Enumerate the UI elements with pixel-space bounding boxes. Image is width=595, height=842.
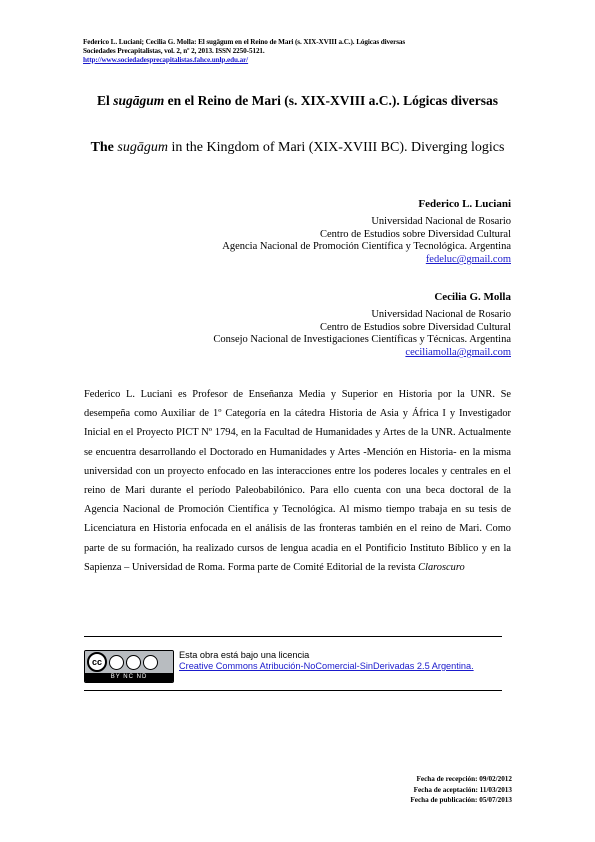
date-received: Fecha de recepción: 09/02/2012 bbox=[416, 775, 512, 783]
license-statement: Esta obra está bajo una licencia bbox=[179, 650, 310, 660]
running-header bbox=[83, 38, 513, 65]
author-name: Federico L. Luciani bbox=[418, 198, 511, 210]
no-derivatives-icon bbox=[143, 655, 158, 670]
header-journal-line: Sociedades Precapitalistas, vol. 2, nº 2, 2013. ISSN 2250-5121. bbox=[83, 47, 265, 55]
author-affiliation: Centro de Estudios sobre Diversidad Cultural bbox=[319, 321, 511, 333]
license-bottom-rule bbox=[84, 690, 502, 691]
cc-logo-icon: cc bbox=[87, 652, 107, 672]
article-dates bbox=[410, 774, 512, 806]
title-part: en el Reino de Mari (s. XIX-XVIII a.C.). Lógicas diversas bbox=[164, 93, 498, 108]
header-journal-url-link[interactable]: http://www.sociedadesprecapitalistas.fahce.unlp.edu.ar/ bbox=[83, 56, 249, 64]
author-email-link[interactable]: fedeluc@gmail.com bbox=[425, 254, 511, 266]
non-commercial-icon bbox=[126, 655, 141, 670]
author-email-link[interactable]: ceciliamolla@gmail.com bbox=[405, 347, 511, 359]
author-affiliation: Universidad Nacional de Rosario bbox=[371, 308, 511, 320]
author-affiliation: Universidad Nacional de Rosario bbox=[371, 215, 511, 227]
author-affiliation: Centro de Estudios sobre Diversidad Cultural bbox=[319, 228, 511, 240]
author-affiliation: Agencia Nacional de Promoción Científica y Tecnológica. Argentina bbox=[222, 241, 511, 253]
license-link[interactable]: Creative Commons Atribución-NoComercial-SinDerivadas 2.5 Argentina. bbox=[179, 661, 474, 671]
article-title bbox=[60, 93, 535, 109]
bio-journal-name: Claroscuro bbox=[418, 561, 465, 573]
cc-badge-terms: BY NC ND bbox=[85, 673, 173, 682]
license-top-rule bbox=[84, 636, 502, 637]
title-part: El bbox=[97, 93, 114, 108]
date-accepted: Fecha de aceptación: 11/03/2013 bbox=[413, 785, 512, 794]
header-citation-line: Federico L. Luciani; Cecilia G. Molla: El sugāgum en el Reino de Mari (s. XIX-XVIII a.C.). Lógicas diversas bbox=[83, 38, 406, 46]
subtitle-part: in the Kingdom of Mari (XIX-XVIII BC). Diverging logics bbox=[167, 140, 505, 155]
subtitle-italic-term: sugāgum bbox=[117, 140, 168, 155]
date-published: Fecha de publicación: 05/07/2013 bbox=[410, 796, 512, 804]
author-block-1 bbox=[222, 198, 511, 267]
creative-commons-badge[interactable] bbox=[84, 650, 174, 683]
article-subtitle-english bbox=[60, 140, 535, 156]
subtitle-bold-word: The bbox=[90, 140, 114, 155]
by-person-icon bbox=[109, 655, 124, 670]
title-italic-term: sugāgum bbox=[113, 93, 165, 108]
author-bio-paragraph bbox=[84, 385, 511, 577]
author-block-2 bbox=[213, 291, 511, 360]
author-affiliation: Consejo Nacional de Investigaciones Científicas y Técnicas. Argentina bbox=[213, 334, 511, 346]
license-notice bbox=[179, 650, 474, 672]
author-name: Cecilia G. Molla bbox=[434, 291, 511, 303]
bio-text: Federico L. Luciani es Profesor de Enseñanza Media y Superior en Historia por la UNR. Se desempeña como Auxiliar de 1º Categoría en la cátedra Historia de Asia y África I y Investigador Inicial en el Proyecto PICT Nº 1794, en la Facultad de Humanidades y Artes de la UNR. Actualmente se encuentra desarrollando el Doctorado en Humanidades y Artes -Mención en Historia- en la misma universidad con un proyecto enfocado en las interacciones entre los poderes locales y centrales en el reino de Mari durante el período Paleobabilónico. Para ello cuenta con una beca doctoral de la Agencia Nacional de Promoción Científica y Tecnológica. Al mismo tiempo trabaja en su tesis de Licenciatura en Historia enfocada en el análisis de las fronteras también en el reino de Mari. Como parte de su formación, ha realizado cursos de lengua acadia en el Pontificio Instituto Bíblico y en la Sapienza – Universidad de Roma. Forma parte de Comité Editorial de la revista bbox=[84, 389, 511, 573]
